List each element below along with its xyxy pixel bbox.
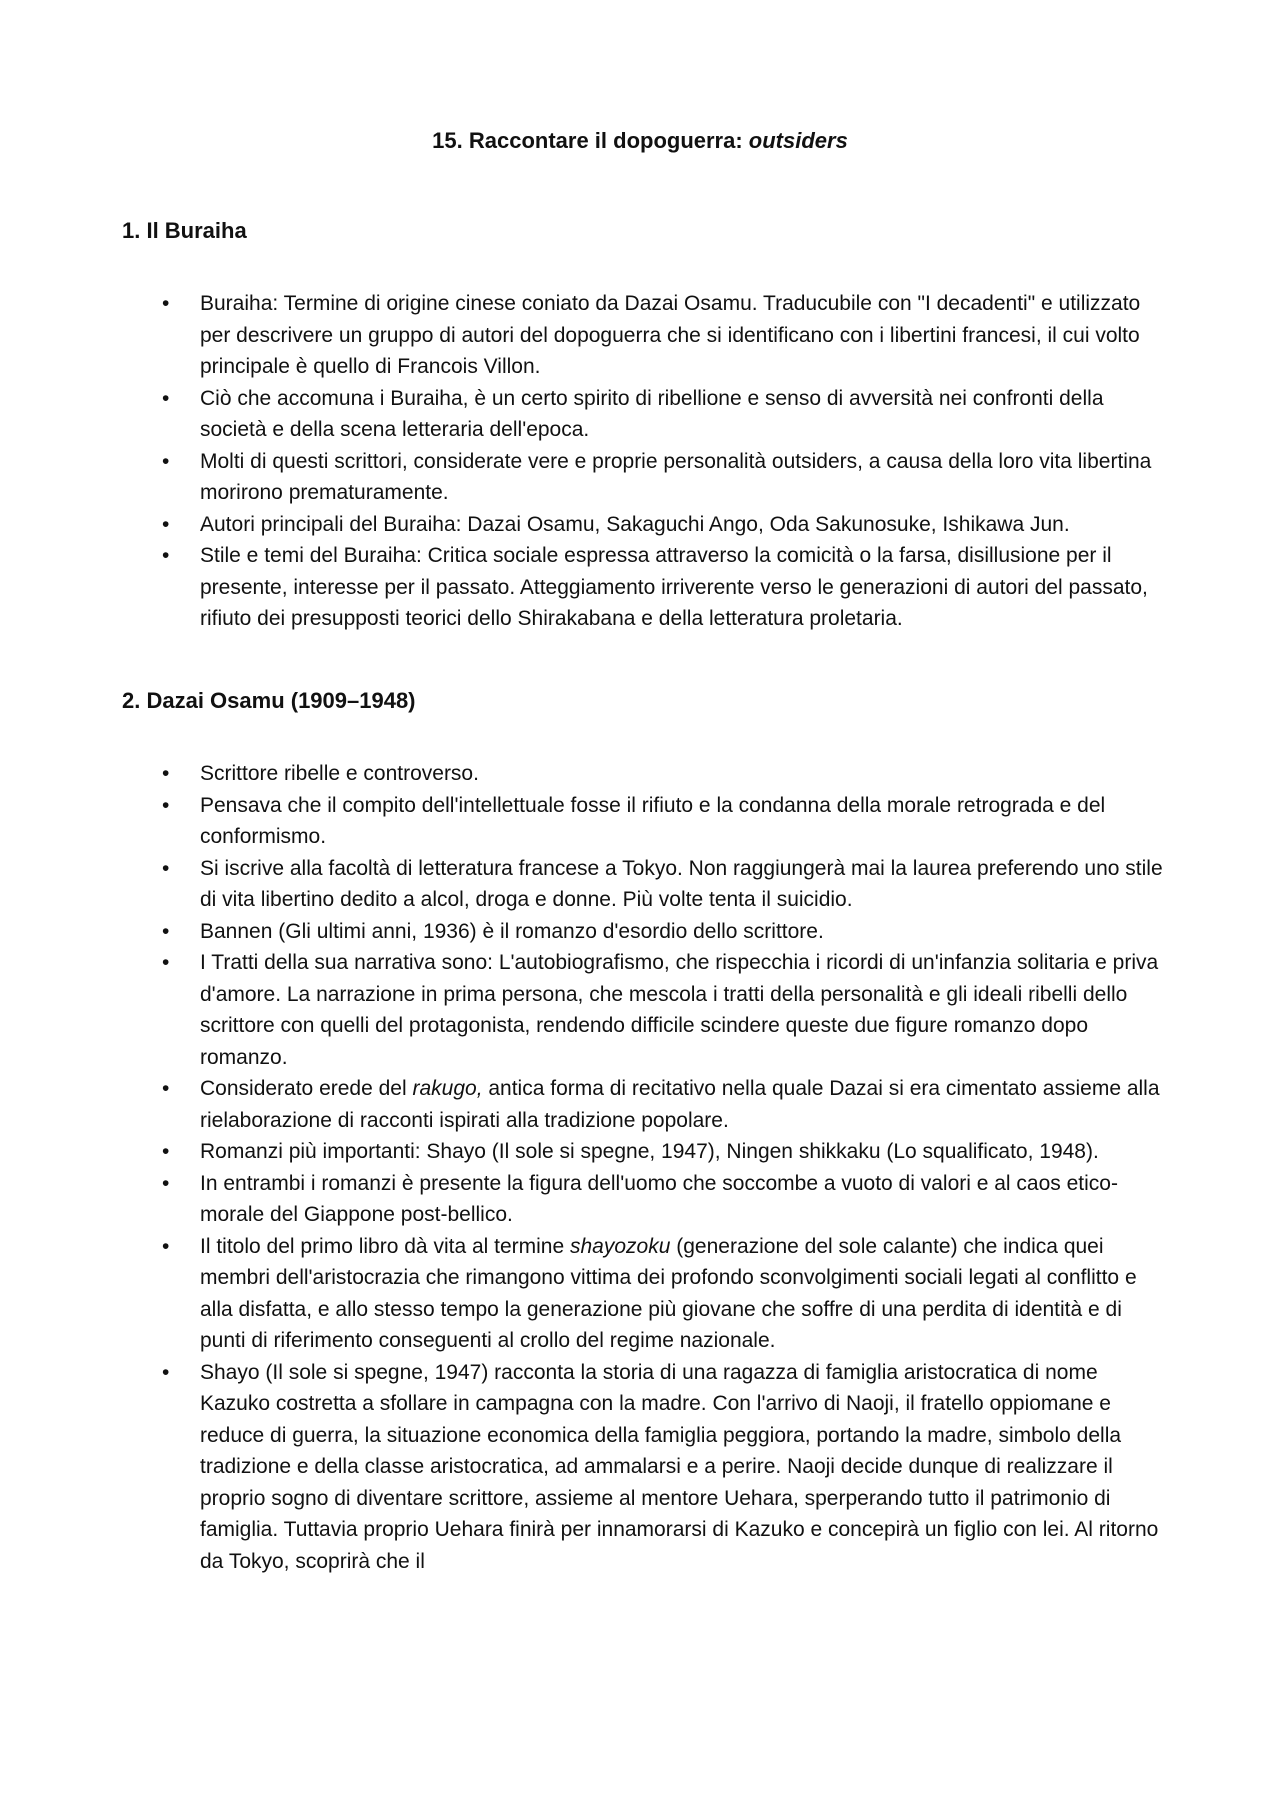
list-item-text: Il titolo del primo libro dà vita al termine (200, 1234, 570, 1258)
list-item: • Pensava che il compito dell'intellettuale fosse il rifiuto e la condanna della morale retrograda e del conformismo. (122, 790, 1172, 853)
list-item: • Scrittore ribelle e controverso. (122, 758, 1172, 790)
section-heading-buraiha: 1. Il Buraiha (122, 218, 247, 243)
list-item (122, 1231, 1172, 1357)
list-item: • Romanzi più importanti: Shayo (Il sole si spegne, 1947), Ningen shikkaku (Lo squalificato, 1948). (122, 1136, 1172, 1168)
list-item: • Shayo (Il sole si spegne, 1947) racconta la storia di una ragazza di famiglia aristocratica di nome Kazuko costretta a sfollare in campagna con la madre. Con l'arrivo di Naoji, il fratello oppiomane e reduce di guerra, la situazione economica della famiglia peggiora, portando la madre, simbolo della tradizione e della classe aristocratica, ad ammalarsi e a perire. Naoji decide dunque di realizzare il proprio sogno di diventare scrittore, assieme al mentore Uehara, sperperando tutto il patrimonio di famiglia. Tuttavia proprio Uehara finirà per innamorarsi di Kazuko e concepirà un figlio con lei. Al ritorno da Tokyo, scoprirà che il (122, 1357, 1172, 1578)
list-item-text: Considerato erede del (200, 1077, 413, 1100)
list-item: • Autori principali del Buraiha: Dazai Osamu, Sakaguchi Ango, Oda Sakunosuke, Ishikawa Jun. (122, 509, 1172, 541)
shayozoku-term: shayozoku (570, 1234, 671, 1258)
document-title-text: 15. Raccontare il dopoguerra: (432, 128, 749, 153)
list-item: • Stile e temi del Buraiha: Critica sociale espressa attraverso la comicità o la farsa, disillusione per il presente, interesse per il passato. Atteggiamento irriverente verso le generazioni di autori del passato, rifiuto dei presupposti teorici dello Shirakabana e della letteratura proletaria. (122, 540, 1172, 635)
list-item: • In entrambi i romanzi è presente la figura dell'uomo che soccombe a vuoto di valori e al caos etico-morale del Giappone post-bellico. (122, 1168, 1172, 1231)
section-buraiha (122, 216, 1172, 635)
list-item: • Molti di questi scrittori, considerate vere e proprie personalità outsiders, a causa della loro vita libertina morirono prematuramente. (122, 446, 1172, 509)
document-title (0, 126, 1280, 156)
list-item (122, 1073, 1172, 1136)
list-item-text: (generazione del sole calante) che indica quei membri dell'aristocrazia che rimangono vittima dei profondo sconvolgimenti sociali legati al conflitto e alla disfatta, e allo stesso tempo la generazione più giovane che soffre di una perdita di identità e di punti di riferimento conseguenti al crollo del regime nazionale. (200, 1234, 1137, 1352)
list-item: • Buraiha: Termine di origine cinese coniato da Dazai Osamu. Traducubile con "I decadenti" e utilizzato per descrivere un gruppo di autori del dopoguerra che si identificano con i libertini francesi, il cui volto principale è quello di Francois Villon. (122, 288, 1172, 383)
document-title-emphasis: outsiders (748, 128, 848, 153)
section-heading-dazai: 2. Dazai Osamu (1909–1948) (122, 688, 416, 713)
list-item: • I Tratti della sua narrativa sono: L'autobiografismo, che rispecchia i ricordi di un'infanzia solitaria e priva d'amore. La narrazione in prima persona, che mescola i tratti della personalità e gli ideali ribelli dello scrittore con quelli del protagonista, rendendo difficile scindere queste due figure romanzo dopo romanzo. (122, 947, 1172, 1073)
list-item-text: antica forma di recitativo nella quale Dazai si era cimentato assieme alla rielaborazione di racconti ispirati alla tradizione popolare. (200, 1077, 1160, 1132)
list-item: • Bannen (Gli ultimi anni, 1936) è il romanzo d'esordio dello scrittore. (122, 916, 1172, 948)
dazai-bullet-list (122, 758, 1172, 1577)
list-item: • Si iscrive alla facoltà di letteratura francese a Tokyo. Non raggiungerà mai la laurea preferendo uno stile di vita libertino dedito a alcol, droga e donne. Più volte tenta il suicidio. (122, 853, 1172, 916)
section-dazai-osamu (122, 686, 1172, 1577)
buraiha-bullet-list (122, 288, 1172, 635)
rakugo-term: rakugo, (412, 1077, 483, 1100)
list-item: • Ciò che accomuna i Buraiha, è un certo spirito di ribellione e senso di avversità nei confronti della società e della scena letteraria dell'epoca. (122, 383, 1172, 446)
